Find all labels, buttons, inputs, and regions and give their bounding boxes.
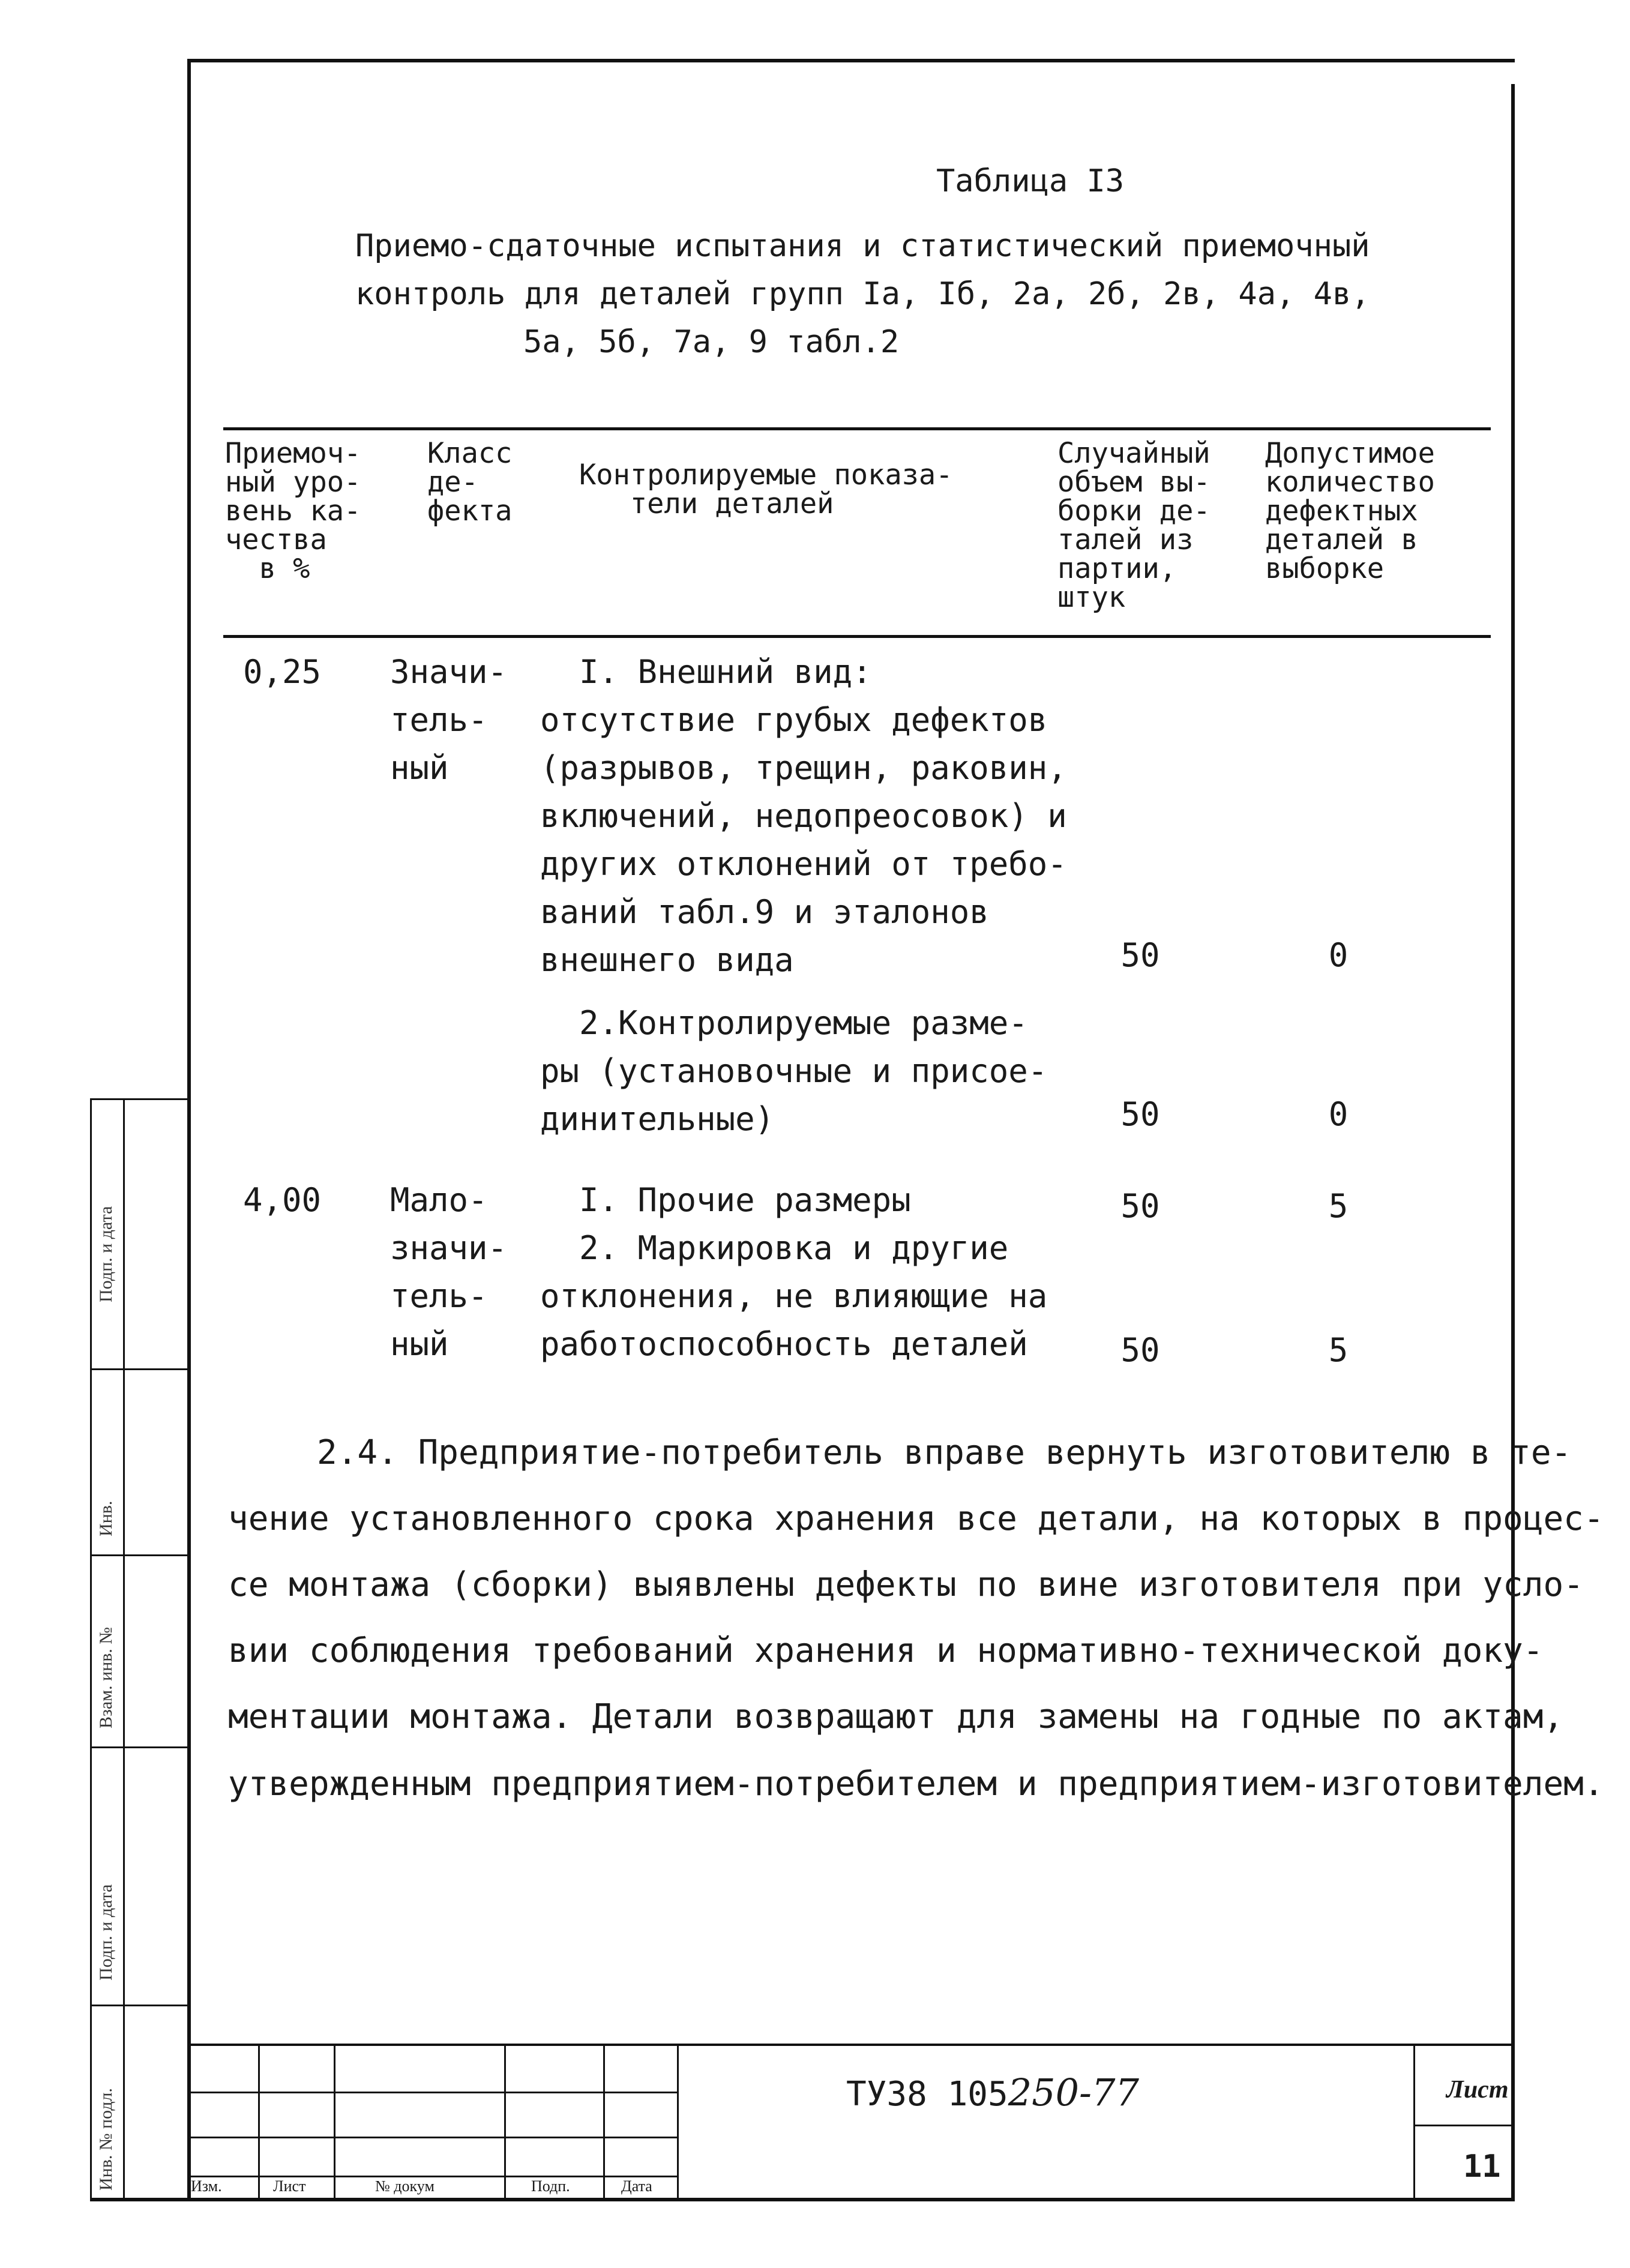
margin-divider-4 <box>90 1746 189 1748</box>
margin-divider-5 <box>90 2005 189 2006</box>
table-title: Таблица I3 <box>936 163 1125 199</box>
row2-indicator-1-allowed: 5 <box>1328 1187 1349 1225</box>
row2-defect-class: Мало- значи- тель- ный <box>390 1181 508 1363</box>
margin-label-sign-date-1: Подп. и дата <box>96 1206 116 1302</box>
stamp-col-date: Дата <box>621 2177 652 2195</box>
row1-quality-level: 0,25 <box>243 653 322 691</box>
sheet-label: Лист <box>1446 2076 1509 2104</box>
paragraph-line-6: утвержденным предприятием-потребителем и предприятием-изготовителем. <box>228 1764 1604 1803</box>
stamp-col-6 <box>1413 2044 1415 2198</box>
paragraph-line-1: 2.4. Предприятие-потребитель вправе вернуть изготовителю в те- <box>317 1433 1572 1472</box>
header-allowed-defects: Допустимое количество дефектных деталей в выборке <box>1265 437 1435 585</box>
margin-strip-divider <box>123 1098 125 2200</box>
frame-right <box>1511 84 1515 2201</box>
stamp-col-signature: Подп. <box>531 2177 570 2195</box>
stamp-col-2 <box>334 2044 335 2198</box>
margin-label-inv: Инв. <box>96 1500 116 1536</box>
row1-defect-class: Значи- тель- ный <box>390 653 508 787</box>
stamp-col-5 <box>677 2044 679 2198</box>
margin-divider-1 <box>90 1098 189 1100</box>
margin-divider-3 <box>90 1554 189 1556</box>
stamp-col-1 <box>258 2044 260 2198</box>
row1-indicator-2-sample: 50 <box>1120 1095 1160 1133</box>
row2-indicator-1-sample: 50 <box>1120 1187 1160 1225</box>
frame-left <box>187 59 191 2201</box>
header-sample-size: Случайный объем вы- борки де- талей из партии, штук <box>1057 437 1210 614</box>
row2-indicator-2-allowed: 5 <box>1328 1331 1349 1369</box>
margin-label-inv-orig: Инв. № подл. <box>96 2088 116 2191</box>
stamp-col-doc-number: № докум <box>375 2177 435 2195</box>
frame-top <box>187 59 1515 62</box>
stamp-sheet-rule <box>1413 2125 1514 2126</box>
stamp-col-change: Изм. <box>191 2177 222 2195</box>
table-caption-line-3: 5а, 5б, 7а, 9 табл.2 <box>523 324 900 360</box>
row2-indicator-2-sample: 50 <box>1120 1331 1160 1369</box>
row1-indicator-1-sample: 50 <box>1120 936 1160 974</box>
paragraph-line-5: ментации монтажа. Детали возвращают для замены на годные по актам, <box>228 1697 1564 1736</box>
paragraph-line-2: чение установленного срока хранения все детали, на которых в процес- <box>228 1499 1604 1538</box>
doc-code-handwritten: 250-77 <box>1008 2071 1139 2114</box>
paragraph-line-4: вии соблюдения требований хранения и нормативно-технической доку- <box>228 1631 1544 1670</box>
doc-code <box>846 2071 1139 2114</box>
header-defect-class: Класс де- фекта <box>427 437 513 528</box>
row1-indicator-1-allowed: 0 <box>1328 936 1349 974</box>
header-quality-level: Приемоч- ный уро- вень ка- чества в % <box>225 437 361 585</box>
frame-bottom <box>90 2198 1515 2201</box>
table-top-rule <box>223 427 1491 430</box>
header-indicators: Контролируемые показа- тели деталей <box>579 459 953 520</box>
table-header-rule <box>223 635 1491 638</box>
table-caption-line-1: Приемо-сдаточные испытания и статистический приемочный <box>355 228 1370 264</box>
row2-indicator-1: I. Прочие размеры <box>540 1181 911 1219</box>
margin-label-sign-date-2: Подп. и дата <box>96 1884 116 1981</box>
paragraph-line-3: се монтажа (сборки) выявлены дефекты по вине изготовителя при усло- <box>228 1565 1584 1604</box>
row2-indicator-2: 2. Маркировка и другие отклонения, не влияющие на работоспособность деталей <box>540 1229 1048 1363</box>
doc-code-printed: ТУ38 105 <box>846 2075 1008 2114</box>
stamp-col-4 <box>603 2044 605 2198</box>
margin-label-replace-inv: Взам. инв. № <box>96 1626 116 1728</box>
stamp-col-3 <box>504 2044 506 2198</box>
sheet-number: 11 <box>1463 2149 1501 2185</box>
row1-indicator-2-allowed: 0 <box>1328 1095 1349 1133</box>
stamp-top-rule <box>187 2044 1515 2046</box>
stamp-col-sheet: Лист <box>273 2177 306 2195</box>
margin-strip-left-border <box>90 1098 92 2200</box>
margin-divider-2 <box>90 1368 189 1370</box>
row1-indicator-2: 2.Контролируемые разме- ры (установочные и присое- динительные) <box>540 1004 1048 1138</box>
table-caption-line-2: контроль для деталей групп Iа, Iб, 2а, 2б, 2в, 4а, 4в, <box>355 276 1370 312</box>
row2-quality-level: 4,00 <box>243 1181 322 1219</box>
row1-indicator-1: I. Внешний вид: отсутствие грубых дефектов (разрывов, трещин, раковин, включений, недопреосовок) и других отклонений от требо- ваний табл.9 и эталонов внешнего вида <box>540 653 1067 979</box>
